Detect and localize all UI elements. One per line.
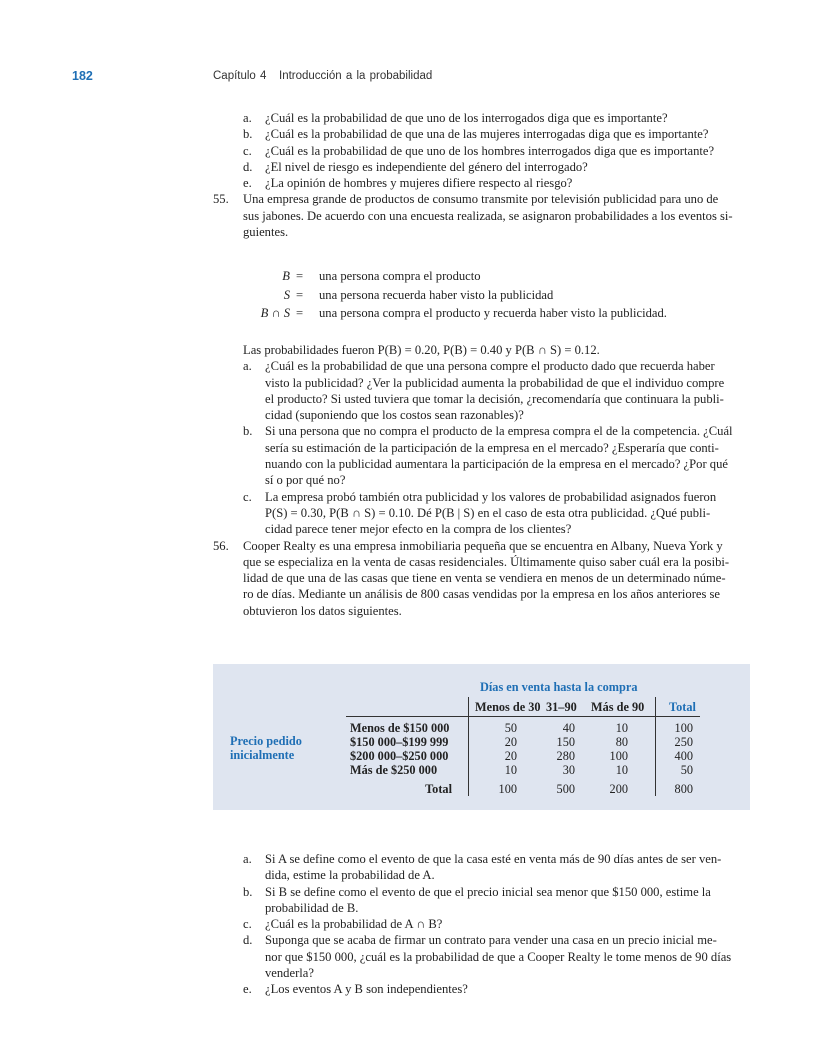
item-text: ¿La opinión de hombres y mujeres difiere respecto al riesgo? xyxy=(265,176,573,191)
table-cell: 10 xyxy=(615,721,628,735)
item-text: nor que $150 000, ¿cuál es la probabilidad de que a Cooper Realty le tome menos de 90 días xyxy=(265,949,732,964)
table-cell: 50 xyxy=(504,721,517,735)
table-cell: 30 xyxy=(562,763,575,777)
item-text: Cooper Realty es una empresa inmobiliaria pequeña que se encuentra en Albany, Nueva York y xyxy=(243,538,723,553)
item-text: ro de días. Mediante un análisis de 800 casas vendidas por la empresa en los años anteriores se xyxy=(243,587,721,602)
item-label: c. xyxy=(243,143,252,158)
column-divider xyxy=(468,697,469,796)
table-title: Días en venta hasta la compra xyxy=(480,680,638,694)
item-text: sería su estimación de la participación de la empresa en el mercado? ¿Esperaría que conti- xyxy=(265,440,719,455)
item-text: Las probabilidades fueron P(B) = 0.20, P(B) = 0.40 y P(B ∩ S) = 0.12. xyxy=(243,343,600,357)
item-label: 55. xyxy=(213,192,229,207)
item-text: Si B se define como el evento de que el precio inicial sea menor que $150 000, estime la xyxy=(265,884,711,899)
item-text: guientes. xyxy=(243,225,289,240)
running-title: Capítulo 4 Introducción a la probabilidad xyxy=(213,70,433,82)
item-label: e. xyxy=(243,176,252,191)
item-text: dida, estime la probabilidad de A. xyxy=(265,868,435,883)
table-cell: 50 xyxy=(680,763,693,777)
definition-text: una persona compra el producto y recuerda haber visto la publicidad. xyxy=(319,306,667,320)
row-label: Menos de $150 000 xyxy=(350,721,450,735)
item-text: sí o por qué no? xyxy=(265,473,346,488)
row-group-label: inicialmente xyxy=(230,748,295,762)
row-label: $200 000–$250 000 xyxy=(350,749,449,763)
table-cell: 10 xyxy=(504,763,517,777)
item-label: a. xyxy=(243,852,252,866)
definition-text: una persona compra el producto xyxy=(319,269,481,283)
item-text: visto la publicidad? ¿Ver la publicidad aumenta la probabilidad de que el individuo compre xyxy=(265,375,725,390)
item-text: ¿Cuál es la probabilidad de que uno de los hombres interrogados diga que es importante? xyxy=(265,143,715,158)
equals-sign: = xyxy=(296,269,304,283)
definition-symbol: S xyxy=(283,287,290,302)
item-text: P(S) = 0.30, P(B ∩ S) = 0.10. Dé P(B | S) en el caso de esta otra publicidad. ¿Qué publi- xyxy=(265,505,711,520)
item-label: e. xyxy=(243,982,252,997)
table-cell: 80 xyxy=(615,735,628,749)
item-text: nuando con la publicidad aumentara la participación de la empresa en el mercado? ¿Por qué xyxy=(265,457,728,472)
table-cell: 10 xyxy=(615,763,628,777)
header-rule xyxy=(346,716,700,717)
item-label: d. xyxy=(243,159,253,174)
item-text: sus jabones. De acuerdo con una encuesta realizada, se asignaron probabilidades a los eventos si- xyxy=(243,208,733,223)
column-header: Más de 90 xyxy=(591,700,645,714)
item-label: b. xyxy=(243,424,253,439)
item-text: Suponga que se acaba de firmar un contrato para vender una casa en un precio inicial me- xyxy=(265,933,717,948)
row-group-label: Precio pedido xyxy=(230,734,302,748)
definition-row xyxy=(240,304,760,323)
item-text: obtuvieron los datos siguientes. xyxy=(243,603,402,618)
table-cell: 20 xyxy=(504,749,517,763)
item-text: ¿El nivel de riesgo es independiente del género del interrogado? xyxy=(265,159,588,174)
item-text: ¿Cuál es la probabilidad de que una de las mujeres interrogadas diga que es importante? xyxy=(265,127,709,142)
data-table xyxy=(213,664,750,810)
item-text: ¿Los eventos A y B son independientes? xyxy=(265,982,468,997)
item-label: c. xyxy=(243,489,252,504)
column-header: Menos de 30 xyxy=(475,700,541,714)
item-text: que se especializa en la venta de casas residenciales. Últimamente quiso saber cuál era la posibi- xyxy=(243,554,730,569)
item-text: ¿Cuál es la probabilidad de que una persona compre el producto dado que recuerda haber xyxy=(265,359,715,374)
row-label: Más de $250 000 xyxy=(350,763,438,777)
definition-text: una persona recuerda haber visto la publicidad xyxy=(319,287,554,302)
table-cell: 400 xyxy=(674,749,693,763)
definition-row xyxy=(240,267,760,286)
item-text: cidad (suponiendo que los costos sean razonables)? xyxy=(265,408,524,423)
item-label: b. xyxy=(243,127,253,142)
item-label: b. xyxy=(243,884,253,899)
item-text: venderla? xyxy=(265,966,314,981)
table-cell: 20 xyxy=(504,735,517,749)
item-label: c. xyxy=(243,917,252,932)
item-label: a. xyxy=(243,111,252,125)
page-number: 182 xyxy=(72,69,93,83)
definition-symbol: B ∩ S xyxy=(260,306,290,320)
total-cell: 500 xyxy=(556,782,575,796)
item-text: cidad parece tener mejor efecto en la compra de los clientes? xyxy=(265,522,572,537)
total-cell: 200 xyxy=(609,782,628,796)
item-text: lidad de que una de las casas que tiene en venta se vendiera en menos de un determinado núme- xyxy=(243,571,726,586)
total-cell: 100 xyxy=(498,782,517,796)
row-label: $150 000–$199 999 xyxy=(350,735,449,749)
table-cell: 280 xyxy=(556,749,575,763)
column-header: 31–90 xyxy=(546,700,577,714)
item-text: Si A se define como el evento de que la casa esté en venta más de 90 días antes de ser ven- xyxy=(265,852,722,866)
item-text: el producto? Si usted tuviera que tomar la decisión, ¿recomendaría que continuara la publi- xyxy=(265,391,724,406)
equals-sign: = xyxy=(296,306,304,320)
item-text: La empresa probó también otra publicidad y los valores de probabilidad asignados fueron xyxy=(265,489,717,504)
total-cell: 800 xyxy=(674,782,693,796)
item-text: Una empresa grande de productos de consumo transmite por televisión publicidad para uno de xyxy=(243,192,719,207)
total-row-label: Total xyxy=(425,782,452,796)
event-definitions xyxy=(240,267,760,323)
table-cell: 100 xyxy=(609,749,628,763)
table-cell: 40 xyxy=(562,721,575,735)
column-header-total: Total xyxy=(669,700,696,714)
table-cell: 150 xyxy=(556,735,575,749)
definition-row xyxy=(240,286,760,305)
item-label: a. xyxy=(243,359,252,374)
definition-symbol: B xyxy=(282,269,290,283)
item-label: d. xyxy=(243,933,253,948)
item-text: ¿Cuál es la probabilidad de que uno de los interrogados diga que es importante? xyxy=(265,111,668,125)
item-text: ¿Cuál es la probabilidad de A ∩ B? xyxy=(265,917,443,932)
item-label: 56. xyxy=(213,538,229,553)
item-text: Si una persona que no compra el producto de la empresa compra el de la competencia. ¿Cuál xyxy=(265,424,733,439)
table-cell: 100 xyxy=(674,721,693,735)
item-text: probabilidad de B. xyxy=(265,900,359,915)
table-cell: 250 xyxy=(674,735,693,749)
equals-sign: = xyxy=(296,287,304,302)
